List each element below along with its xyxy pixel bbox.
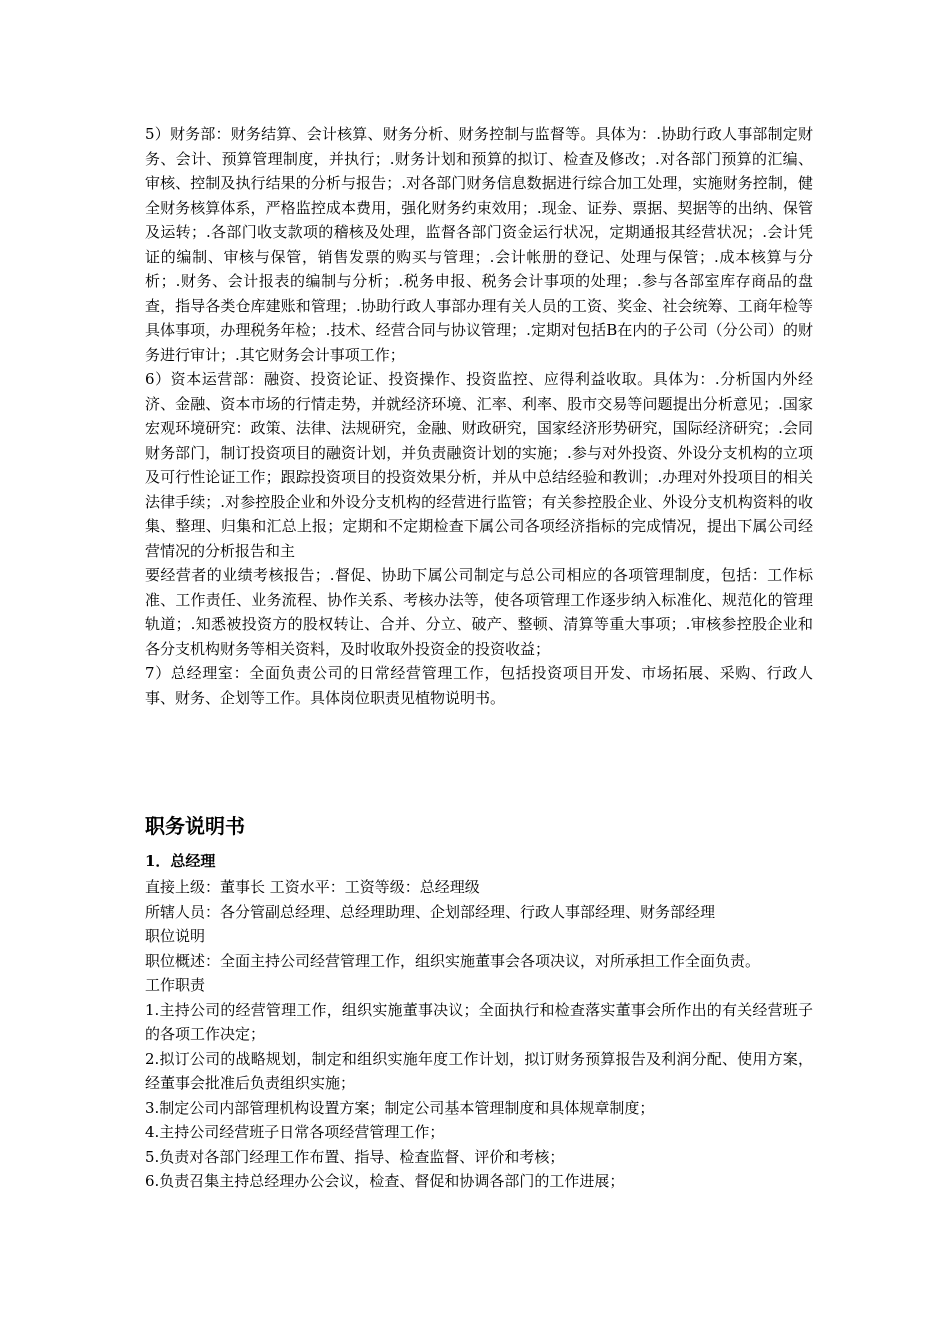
line-duty-1: 1.主持公司的经营管理工作，组织实施董事决议；全面执行和检查落实董事会所作出的有关经营班子的各项工作决定； [145, 1000, 813, 1043]
job-description-block [145, 850, 813, 1194]
line-duty-4: 4.主持公司经营班子日常各项经营管理工作； [145, 1123, 445, 1141]
paragraph-capital-dept: 6）资本运营部：融资、投资论证、投资操作、投资监控、应得利益收取。具体为：.分析国内外经济、金融、资本市场的行情走势，并就经济环境、汇率、利率、股市交易等问题提出分析意见；.国家宏观环境研究：政策、法律、法规研究，金融、财政研究，国家经济形势研究，国际经济研究；.会同财务部门，制订投资项目的融资计划，并负责融资计划的实施；.参与对外投资、外设分支机构的立项及可行性论证工作；跟踪投资项目的投资效果分析，并从中总结经验和教训；.办理对外投项目的相关法律手续；.对参控股企业和外设分支机构的经营进行监管；有关参控股企业、外设分支机构资料的收集、整理、归集和汇总上报；定期和不定期检查下属公司各项经济指标的完成情况，提出下属公司经营情况的分析报告和主 [145, 370, 813, 560]
line-overview: 职位概述：全面主持公司经营管理工作，组织实施董事会各项决议，对所承担工作全面负责。 [145, 951, 761, 970]
top-text-block [145, 122, 813, 710]
line-duty-3: 3.制定公司内部管理机构设置方案；制定公司基本管理制度和具体规章制度； [145, 1098, 655, 1117]
line-subordinates: 所辖人员：各分管副总经理、总经理助理、企划部经理、行政人事部经理、财务部经理 [145, 902, 716, 921]
line-position-desc: 职位说明 [145, 927, 206, 945]
line-duty-5: 5.负责对各部门经理工作布置、指导、检查监督、评价和考核； [145, 1147, 565, 1166]
line-duty-2: 2.拟订公司的战略规划，制定和组织实施年度工作计划，拟订财务预算报告及利润分配、使用方案，经董事会批准后负责组织实施； [145, 1049, 813, 1092]
paragraph-finance-dept: 5）财务部：财务结算、会计核算、财务分析、财务控制与监督等。具体为：.协助行政人事部制定财务、会计、预算管理制度，并执行；.财务计划和预算的拟订、检查及修改；.对各部门预算的汇编、审核、控制及执行结果的分析与报告；.对各部门财务信息数据进行综合加工处理，实施财务控制，健全财务核算体系，严格监控成本费用，强化财务约束效用；.现金、证券、票据、契据等的出纳、保管及运转；.各部门收支款项的稽核及处理，监督各部门资金运行状况，定期通报其经营状况；.会计凭证的编制、审核与保管，销售发票的购买与管理；.会计帐册的登记、处理与保管；.成本核算与分析；.财务、会计报表的编制与分析；.税务申报、税务会计事项的处理；.参与各部室库存商品的盘查，指导各类仓库建账和管理；.协助行政人事部办理有关人员的工资、奖金、社会统筹、工商年检等具体事项，办理税务年检；.技术、经营合同与协议管理；.定期对包括B在内的子公司（分公司）的财务进行审计；.其它财务会计事项工作； [145, 125, 813, 364]
section-title: 职务说明书 [145, 814, 245, 838]
paragraph-gm-office: 7）总经理室：全面负责公司的日常经营管理工作，包括投资项目开发、市场拓展、采购、行政人事、财务、企划等工作。具体岗位职责见植物说明书。 [145, 664, 813, 707]
line-superior: 直接上级：董事长 工资水平：工资等级：总经理级 [145, 878, 480, 896]
paragraph-capital-dept-cont: 要经营者的业绩考核报告；.督促、协助下属公司制定与总公司相应的各项管理制度，包括：工作标准、工作责任、业务流程、协作关系、考核办法等，使各项管理工作逐步纳入标准化、规范化的管理轨道；.知悉被投资方的股权转让、合并、分立、破产、整顿、清算等重大事项；.审核参控股企业和各分支机构财务等相关资料，及时收取外投资金的投资收益； [145, 566, 813, 658]
sub-heading-gm: 1．总经理 [145, 852, 216, 870]
line-duties-heading: 工作职责 [145, 976, 206, 994]
line-duty-6: 6.负责召集主持总经理办公会议，检查、督促和协调各部门的工作进展； [145, 1172, 625, 1190]
